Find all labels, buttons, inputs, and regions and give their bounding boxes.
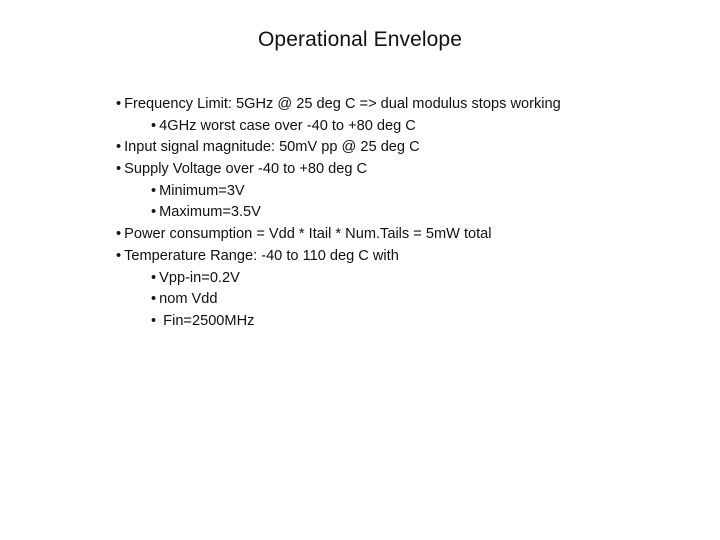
sub-bullet-item [116, 202, 706, 224]
sub-bullet-item [116, 181, 706, 203]
bullet-text: Frequency Limit: 5GHz @ 25 deg C => dual modulus stops working [124, 96, 561, 112]
bullet-marker: • [151, 204, 157, 221]
bullet-marker: • [151, 269, 157, 286]
bullet-item [116, 246, 706, 268]
bullet-text: Input signal magnitude: 50mV pp @ 25 deg C [124, 139, 420, 156]
bullet-marker: • [151, 291, 157, 308]
slide-title: Operational Envelope [258, 28, 462, 51]
bullet-text: nom Vdd [159, 291, 218, 308]
bullet-text: Temperature Range: -40 to 110 deg C with [124, 247, 399, 264]
bullet-item [116, 137, 706, 159]
sub-bullet-item [116, 311, 706, 333]
bullet-text: Fin=2500MHz [159, 312, 255, 329]
sub-bullet-item [116, 116, 706, 138]
bullet-text: Supply Voltage over -40 to +80 deg C [124, 161, 368, 178]
bullet-text: Vpp-in=0.2V [159, 269, 240, 286]
bullet-item [116, 159, 706, 181]
bullet-marker: • [116, 161, 122, 178]
bullet-marker: • [116, 226, 122, 243]
bullet-marker: • [116, 247, 122, 264]
bullet-text: Minimum=3V [159, 182, 245, 199]
bullet-item [116, 94, 706, 116]
bullet-marker: • [151, 117, 157, 134]
sub-bullet-item [116, 268, 706, 290]
bullet-text: 4GHz worst case over -40 to +80 deg C [159, 117, 416, 134]
bullet-item [116, 224, 706, 246]
bullet-text: Power consumption = Vdd * Itail * Num.Tails = 5mW total [124, 226, 492, 243]
bullet-marker: • [151, 182, 157, 199]
sub-bullet-item [116, 289, 706, 311]
bullet-list [116, 94, 706, 333]
bullet-marker: • [116, 96, 122, 112]
bullet-marker: • [116, 139, 122, 156]
bullet-text: Maximum=3.5V [159, 204, 261, 221]
bullet-marker: • [151, 312, 157, 329]
